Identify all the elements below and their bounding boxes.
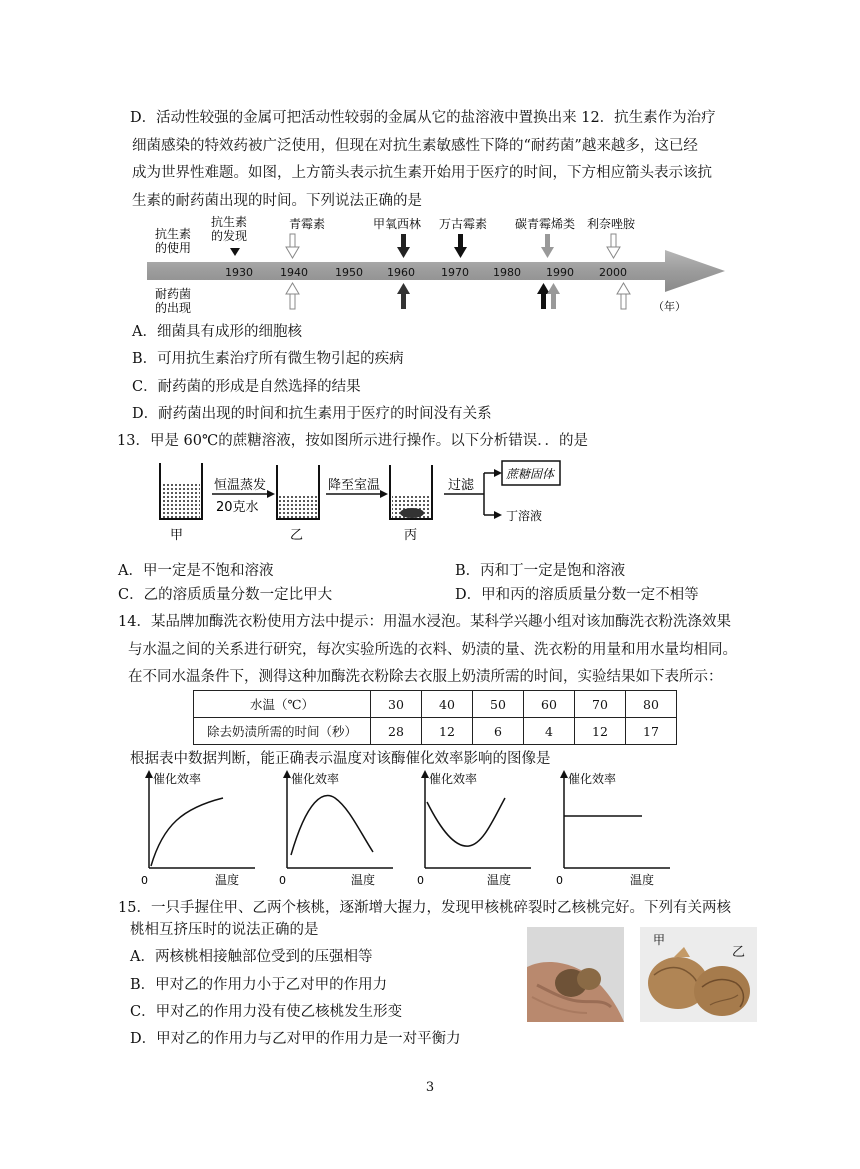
q13-option-a: A．甲一定是不饱和溶液	[118, 563, 274, 579]
timeline-left-bottom-1: 耐药菌	[155, 287, 192, 301]
q12-option-a: A．细菌具有成形的细胞核	[132, 324, 302, 340]
table-cell: 12	[422, 718, 473, 745]
sugar-solution-diagram	[150, 455, 570, 545]
graph-a-ylabel: 催化效率	[153, 772, 202, 786]
table-cell: 60	[524, 691, 575, 718]
graph-b-xlabel: 温度	[351, 873, 376, 887]
beaker-label-jia: 甲	[170, 528, 184, 543]
timeline-unit: （年）	[653, 300, 686, 313]
antibiotic-timeline-diagram	[145, 210, 745, 320]
arrow-down-carbapenem-icon	[541, 234, 554, 258]
table-cell: 70	[575, 691, 626, 718]
graph-option-d	[550, 770, 680, 890]
q15-stem-line2: 桃相互挤压时的说法正确的是	[130, 922, 319, 938]
graph-a-curve	[151, 798, 223, 866]
year-1930: 1930	[225, 266, 253, 279]
arrow-up-penicillin-resistance-icon	[286, 283, 299, 309]
table-cell: 40	[422, 691, 473, 718]
q14-stem-line3: 在不同水温条件下，测得这种加酶洗衣粉除去衣服上奶渍所需的时间，实验结果如下表所示：	[128, 669, 723, 685]
year-1940: 1940	[280, 266, 308, 279]
arrow-up-carbapenem-resistance-icon	[547, 283, 560, 309]
q13-option-b: B．丙和丁一定是饱和溶液	[455, 563, 626, 579]
q13-option-c: C．乙的溶质质量分数一定比甲大	[118, 587, 333, 603]
label-carbapenem: 碳青霉烯类	[515, 217, 576, 231]
q14-question: 根据表中数据判断，能正确表示温度对该酶催化效率影响的图像是	[130, 751, 551, 767]
q12-stem-line3: 成为世界性难题。如图，上方箭头表示抗生素开始用于医疗的时间，下方相应箭头表示该抗	[132, 165, 712, 181]
q15-stem-line1: 15．一只手握住甲、乙两个核桃，逐渐增大握力，发现甲核桃碎裂时乙核桃完好。下列有关两核	[118, 900, 731, 916]
arrow-up-linezolid-resistance-icon	[617, 283, 630, 309]
graph-option-c	[411, 770, 541, 890]
graph-c-origin: 0	[417, 874, 424, 887]
walnut-label-yi: 乙	[732, 945, 746, 960]
q12-option-b: B．可用抗生素治疗所有微生物引起的疾病	[132, 351, 404, 367]
arrow-up-methicillin-resistance-icon	[397, 283, 410, 309]
year-1960: 1960	[387, 266, 415, 279]
table-cell: 80	[626, 691, 677, 718]
step2-label: 降至室温	[328, 478, 381, 493]
q12-stem-line4: 生素的耐药菌出现的时间。下列说法正确的是	[132, 193, 422, 209]
label-methicillin: 甲氧西林	[373, 217, 422, 231]
label-vancomycin: 万古霉素	[439, 217, 488, 231]
q12-stem-line2: 细菌感染的特效药被广泛使用，但现在对抗生素敏感性下降的“耐药菌”越来越多，这已经	[132, 138, 698, 154]
two-walnuts-photo	[640, 927, 757, 1022]
timeline-left-bottom-2: 的出现	[155, 301, 192, 315]
table-row	[194, 691, 677, 718]
water-temperature-table	[193, 690, 677, 745]
q14-stem-line2: 与水温之间的关系进行研究，每次实验所选的衣料、奶渍的量、洗衣粉的用量和用水量均相同。	[128, 642, 737, 658]
page-number: 3	[425, 1080, 435, 1095]
label-discovery-line1: 抗生素	[211, 215, 248, 229]
q15-option-c: C．甲对乙的作用力没有使乙核桃发生形变	[130, 1004, 403, 1020]
discovery-marker-icon	[230, 248, 240, 256]
graph-c-ylabel: 催化效率	[429, 772, 478, 786]
arrow-down-methicillin-icon	[397, 234, 410, 258]
year-1950: 1950	[335, 266, 363, 279]
arrow-down-vancomycin-icon	[454, 234, 467, 258]
graph-d-origin: 0	[556, 874, 563, 887]
table-header-time: 除去奶渍所需的时间（秒）	[194, 718, 371, 745]
arrow-down-linezolid-icon	[607, 234, 620, 258]
label-linezolid: 利奈唑胺	[587, 217, 636, 231]
graph-d-xlabel: 温度	[630, 873, 655, 887]
q15-option-b: B．甲对乙的作用力小于乙对甲的作用力	[130, 977, 388, 993]
q12-option-d: D．耐药菌出现的时间和抗生素用于医疗的时间没有关系	[132, 406, 492, 422]
q14-stem-line1: 14．某品牌加酶洗衣粉使用方法中提示：用温水浸泡。某科学兴趣小组对该加酶洗衣粉洗涤效果	[118, 614, 731, 630]
q12-stem-line1: D．活动性较强的金属可把活动性较弱的金属从它的盐溶液中置换出来 12．抗生素作为治疗	[130, 110, 716, 126]
q13-option-d: D．甲和丙的溶质质量分数一定不相等	[455, 587, 699, 603]
graph-a-xlabel: 温度	[215, 873, 240, 887]
graph-c-xlabel: 温度	[487, 873, 512, 887]
table-cell: 12	[575, 718, 626, 745]
step1-line1: 恒温蒸发	[214, 478, 267, 493]
q15-option-d: D．甲对乙的作用力与乙对甲的作用力是一对平衡力	[130, 1031, 461, 1047]
table-cell: 28	[371, 718, 422, 745]
q13-stem: 13．甲是 60℃的蔗糖溶液，按如图所示进行操作。以下分析错误．．的是	[117, 433, 588, 449]
table-row	[194, 718, 677, 745]
table-cell: 30	[371, 691, 422, 718]
solid-label: 蔗糖固体	[506, 467, 555, 481]
timeline-left-top-1: 抗生素	[155, 227, 192, 241]
table-cell: 17	[626, 718, 677, 745]
label-discovery-line2: 的发现	[211, 229, 248, 243]
graph-c-curve	[427, 798, 505, 846]
table-header-temp: 水温（℃）	[194, 691, 371, 718]
liquid-label: 丁溶液	[506, 509, 543, 523]
graph-b-origin: 0	[279, 874, 286, 887]
beaker-label-yi: 乙	[290, 528, 304, 543]
step1-line2: 20克水	[216, 500, 259, 515]
year-1990: 1990	[546, 266, 574, 279]
beaker-jia-icon	[160, 463, 202, 519]
graph-a-origin: 0	[141, 874, 148, 887]
graph-d-ylabel: 催化效率	[568, 772, 617, 786]
beaker-yi-icon	[277, 465, 319, 519]
table-cell: 4	[524, 718, 575, 745]
walnut-label-jia: 甲	[653, 933, 666, 947]
hand-walnut-photo	[527, 927, 624, 1022]
graph-b-curve	[291, 796, 373, 855]
step3-label: 过滤	[448, 478, 475, 493]
beaker-label-bing: 丙	[404, 528, 418, 543]
graph-option-b	[273, 770, 403, 890]
q12-option-c: C．耐药菌的形成是自然选择的结果	[132, 379, 361, 395]
timeline-left-top-2: 的使用	[155, 241, 192, 255]
graph-option-a	[135, 770, 265, 890]
year-2000: 2000	[599, 266, 627, 279]
beaker-bing-icon	[390, 465, 432, 519]
year-1970: 1970	[441, 266, 469, 279]
arrow-down-penicillin-icon	[286, 234, 299, 258]
q15-option-a: A．两核桃相接触部位受到的压强相等	[130, 949, 373, 965]
arrow-up-vancomycin-resistance-icon	[537, 283, 550, 309]
table-cell: 6	[473, 718, 524, 745]
year-1980: 1980	[493, 266, 521, 279]
label-penicillin: 青霉素	[289, 217, 326, 231]
table-cell: 50	[473, 691, 524, 718]
graph-b-ylabel: 催化效率	[291, 772, 340, 786]
